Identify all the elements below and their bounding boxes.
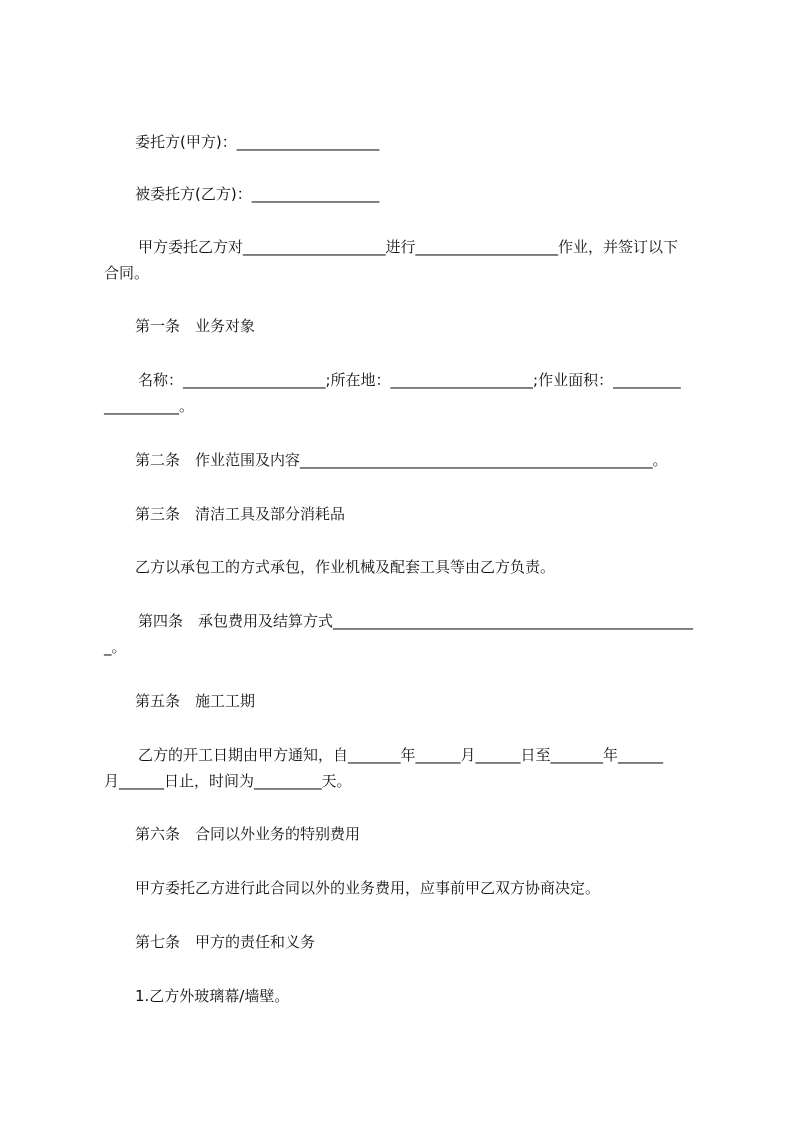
client-party-line: 委托方(甲方)：___________________	[135, 133, 380, 151]
intro-line-2: 合同。	[104, 264, 150, 282]
intro-line-1: 甲方委托乙方对___________________进行___________________作业，并签订以下	[138, 238, 679, 256]
article-6-text: 甲方委托乙方进行此合同以外的业务费用，应事前甲乙双方协商决定。	[135, 879, 601, 897]
article-1-details-line-1: 名称：___________________;所在地：___________________;作业面积：_________	[138, 371, 681, 389]
contractor-party-line: 被委托方(乙方)：_________________	[135, 185, 380, 203]
article-5-heading: 第五条 施工工期	[135, 692, 256, 710]
article-1-heading: 第一条 业务对象	[135, 317, 256, 335]
article-7-heading: 第七条 甲方的责任和义务	[135, 933, 316, 951]
article-6-heading: 第六条 合同以外业务的特别费用	[135, 825, 361, 843]
article-3-text: 乙方以承包工的方式承包，作业机械及配套工具等由乙方负责。	[135, 558, 556, 576]
article-4-line-2: _。	[104, 638, 127, 656]
article-4-line-1: 第四条 承包费用及结算方式________________________________________________	[138, 612, 694, 630]
article-2-line: 第二条 作业范围及内容_______________________________________________。	[135, 451, 668, 469]
article-7-item-1: 1.乙方外玻璃幕/墙壁。	[135, 987, 290, 1005]
article-1-details-line-2: __________。	[104, 397, 195, 415]
article-5-text-line-1: 乙方的开工日期由甲方通知，自_______年______月______日至_______年______	[138, 746, 664, 764]
article-3-heading: 第三条 清洁工具及部分消耗品	[135, 505, 346, 523]
article-5-text-line-2: 月______日止，时间为_________天。	[104, 772, 352, 790]
